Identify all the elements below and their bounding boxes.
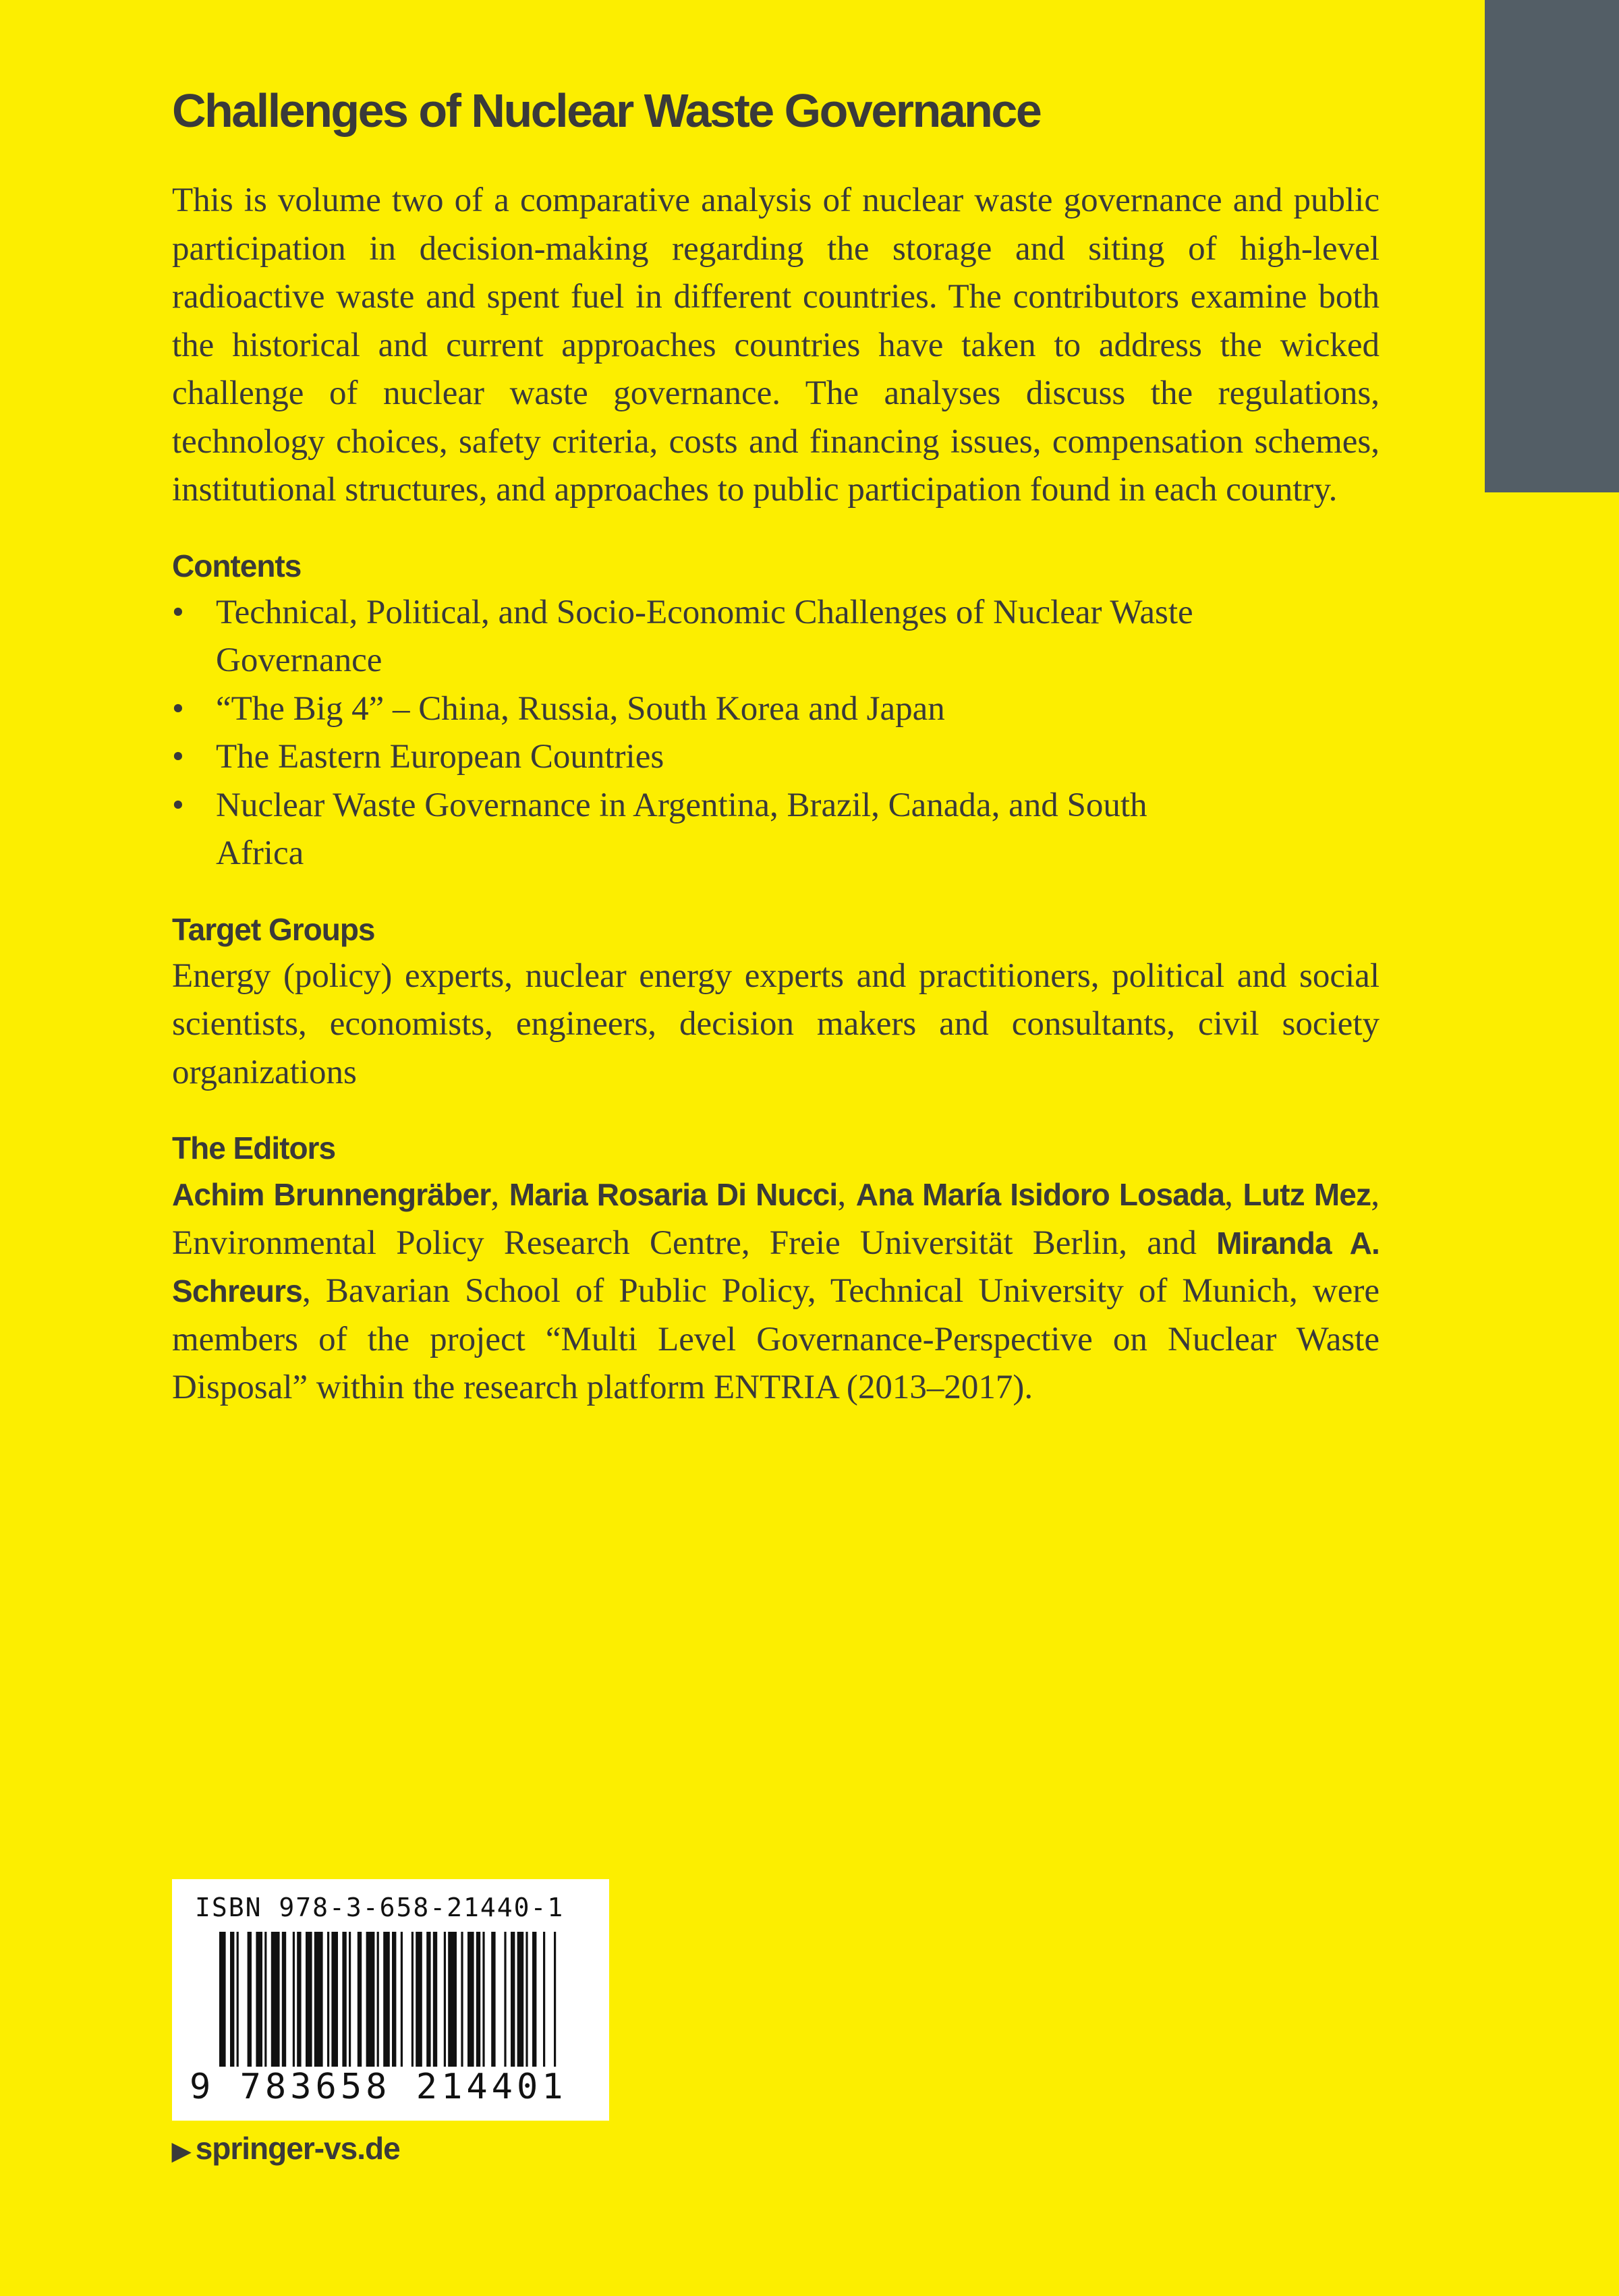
description: This is volume two of a comparative analysis of nuclear waste governance and public participation in decision-making regarding the storage and siting of high-level radioactive waste and spent fuel in different countries. The contributors examine both the historical and current approaches countries have taken to address the wicked challenge of nuclear waste governance. The analyses discuss the regulations, technology choices, safety criteria, costs and financing issues, compensation schemes, institutional structures, and approaches to public participation found in each country. xyxy=(172,181,1380,509)
editor-name: Ana María Isidoro Losada xyxy=(855,1177,1225,1212)
editor-name: Lutz Mez xyxy=(1243,1177,1371,1212)
list-item: • “The Big 4” – China, Russia, South Korea and Japan xyxy=(172,685,1228,734)
cover-color-tab xyxy=(1485,0,1619,492)
contents-list xyxy=(172,589,1380,878)
bullet-icon: • xyxy=(172,786,184,824)
contents-section xyxy=(172,543,1380,878)
arrow-right-icon: ▶ xyxy=(172,2137,190,2164)
target-groups-section xyxy=(172,907,1380,1097)
bullet-icon: • xyxy=(172,738,184,776)
book-title: Challenges of Nuclear Waste Governance xyxy=(172,84,1041,137)
editors-section xyxy=(172,1125,1380,1412)
list-item: • Technical, Political, and Socio-Economic Challenges of Nuclear Waste Governance xyxy=(172,589,1228,685)
isbn-barcode xyxy=(172,1879,609,2121)
barcode-number: 9 783658 214401 xyxy=(190,2067,567,2107)
editors-text: Achim Brunnengräber, Maria Rosaria Di Nucci, Ana María Isidoro Losada, Lutz Mez, Environmental Policy Research Centre, Freie Universität Berlin, and Miranda A. Schreurs, Bavarian School of Public Policy, Technical University of Munich, were members of the project “Multi Level Governance-Perspective on Nuclear Waste Disposal” within the research platform ENTRIA (2013–2017). xyxy=(172,1176,1380,1406)
publisher-link[interactable]: ▶ springer-vs.de xyxy=(172,2131,400,2166)
back-cover-text xyxy=(172,80,1380,1412)
editor-name: Maria Rosaria Di Nucci xyxy=(509,1177,838,1212)
target-groups-heading: Target Groups xyxy=(172,911,375,947)
editor-name: Achim Brunnengräber xyxy=(172,1177,491,1212)
contents-heading: Contents xyxy=(172,548,302,583)
isbn-label: ISBN 978-3-658-21440-1 xyxy=(195,1893,565,1922)
bullet-icon: • xyxy=(172,689,184,728)
editor-name: Miranda A. Schreurs xyxy=(172,1225,1380,1309)
editors-heading: The Editors xyxy=(172,1130,336,1166)
barcode-bars xyxy=(219,1932,563,2067)
bullet-icon: • xyxy=(172,593,184,631)
list-item: • Nuclear Waste Governance in Argentina, Brazil, Canada, and South Africa xyxy=(172,782,1228,878)
target-groups-text: Energy (policy) experts, nuclear energy experts and practitioners, political and social scientists, economists, engineers, decision makers and consultants, civil society organizations xyxy=(172,956,1380,1091)
list-item: • The Eastern European Countries xyxy=(172,733,1228,782)
